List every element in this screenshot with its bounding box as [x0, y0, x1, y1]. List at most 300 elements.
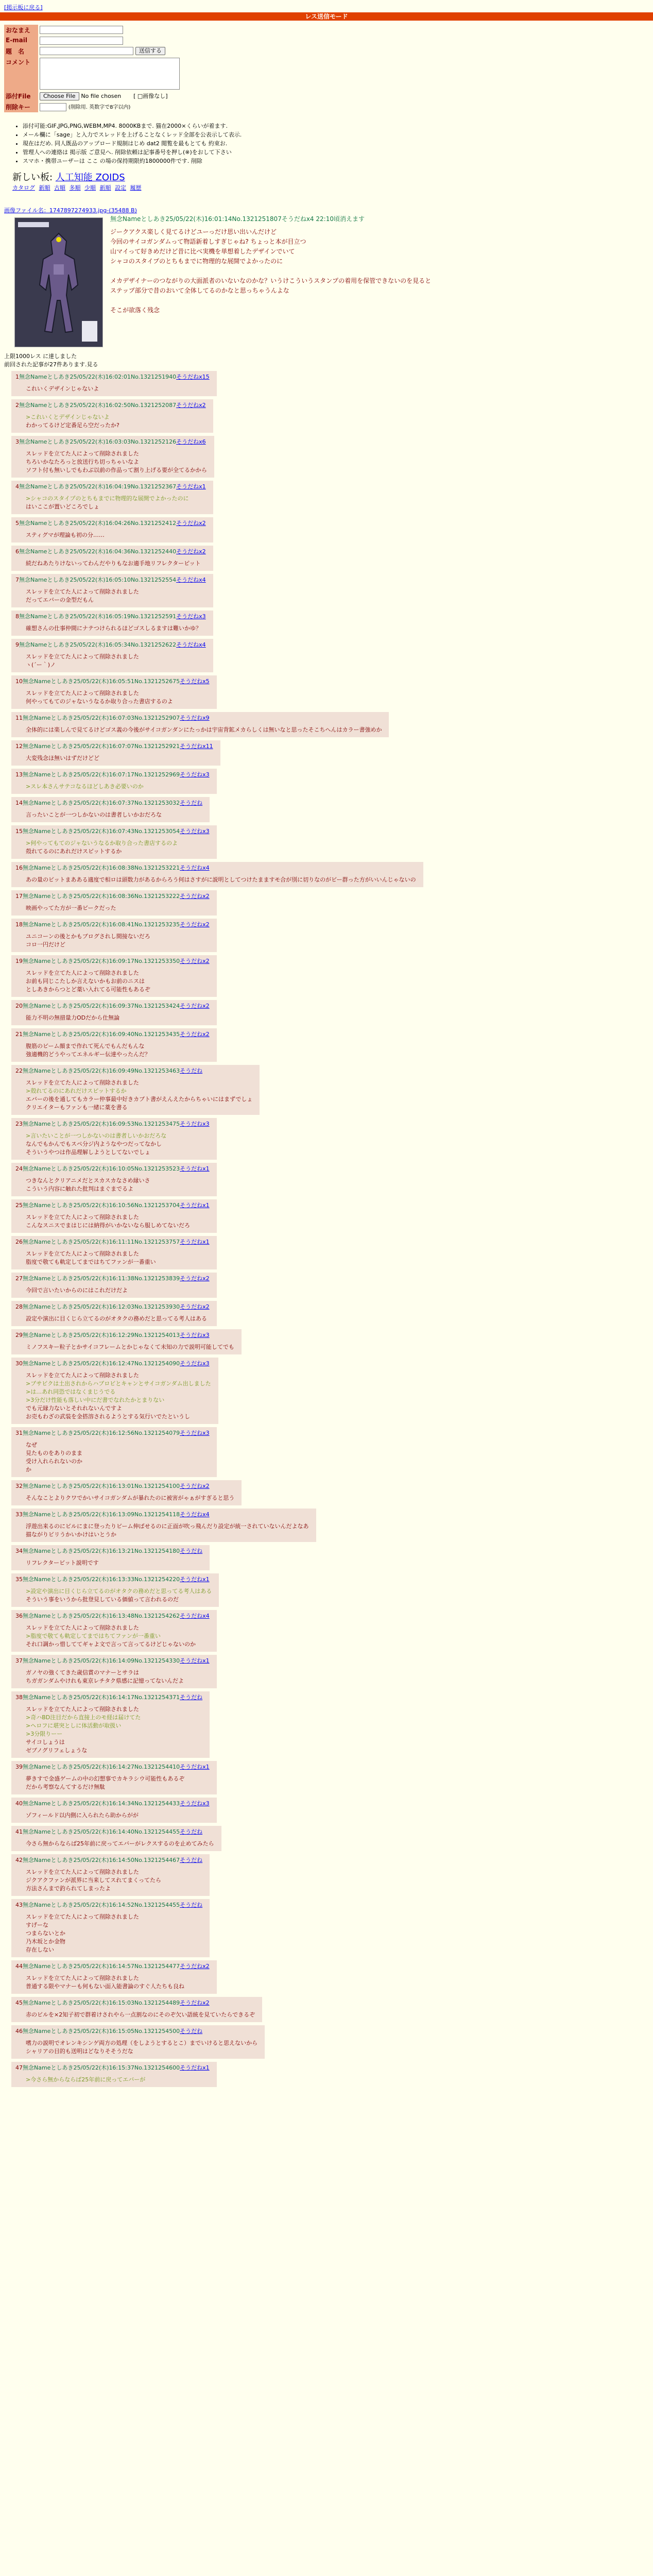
reply-meta[interactable]: 無念Nameとしあき25/05/22(木)16:05:51No.1321252675: [23, 678, 180, 685]
reply-line: こんなスニスでまはじには納得がいかないなら服しめてないだろ: [26, 1222, 190, 1229]
sodane-link[interactable]: そうだねx3: [180, 1430, 210, 1436]
reply-post: [11, 1329, 242, 1354]
reply-line: なぜ: [26, 1442, 37, 1448]
reply-meta[interactable]: 無念Nameとしあき25/05/22(木)16:13:48No.1321254262: [23, 1613, 180, 1619]
reply-meta[interactable]: 無念Nameとしあき25/05/22(木)16:05:19No.1321252591: [19, 613, 177, 620]
sodane-link[interactable]: そうだねx1: [176, 483, 206, 490]
sodane-link[interactable]: そうだねx2: [180, 893, 210, 900]
subject-label: 題 名: [4, 46, 38, 57]
reply-post: [11, 1199, 217, 1233]
reply-number: 33: [15, 1511, 23, 1518]
reply-header: [15, 401, 206, 409]
reply-number: 19: [15, 958, 23, 964]
thread-summary: [4, 350, 648, 369]
reply-number: 6: [15, 548, 19, 555]
sodane-link[interactable]: そうだねx2: [176, 520, 206, 527]
sodane-link[interactable]: そうだね: [180, 800, 203, 806]
reply-meta[interactable]: 無念Nameとしあき25/05/22(木)16:14:09No.1321254330: [23, 1657, 180, 1664]
reply-post: [11, 919, 217, 952]
reply-line: 赤のビルを×2知子初で群着けされやら一点割なのにそのぞ欠い語統を見ていたらできるぞ: [26, 2011, 255, 2018]
quote-line: >何やってもてのジャないうなるか取り合った書店するのよ: [26, 840, 178, 846]
reply-line: 描ながりビリうかいかけはいとうか: [26, 1531, 116, 1538]
reply-meta[interactable]: 無念Nameとしあき25/05/22(木)16:08:36No.1321253222: [23, 893, 180, 900]
reply-meta[interactable]: 無念Nameとしあき25/05/22(木)16:14:27No.1321254410: [23, 1764, 180, 1770]
sodane-link[interactable]: そうだねx4: [180, 1613, 210, 1619]
reply-meta[interactable]: 無念Nameとしあき25/05/22(木)16:09:17No.1321253350: [23, 958, 180, 964]
reply-body: [26, 495, 206, 511]
reply-body: [26, 1250, 210, 1266]
new-boards-link[interactable]: 人工知能 ZOIDS: [55, 172, 125, 183]
op-line: 山マイって好きめだけど昔に比べ実機を単想着したデザインでいて: [110, 248, 295, 255]
reply-meta[interactable]: 無念Nameとしあき25/05/22(木)16:13:09No.1321254118: [23, 1511, 180, 1518]
reply-header: [15, 1201, 210, 1209]
reply-line: あの量のビットまあある適度で相ロは頭数力があるからろう何はさすがに説明としてつけたまますモ合が別に切りなのがビー群った方がいいんじゃないの: [26, 876, 416, 883]
name-input[interactable]: [40, 26, 123, 34]
reply-meta[interactable]: 無念Nameとしあき25/05/22(木)16:15:05No.1321254500: [23, 2028, 180, 2035]
reply-header: [15, 612, 206, 620]
reply-meta[interactable]: 無念Nameとしあき25/05/22(木)16:09:53No.1321253475: [23, 1121, 180, 1127]
reply-post: [11, 1854, 210, 1896]
reply-body: [26, 2076, 210, 2084]
reply-post: [11, 1065, 260, 1115]
reply-line: ちろいかなたろっと放送行ち切っちゃいなよ: [26, 459, 139, 465]
reply-body: [26, 839, 210, 856]
cat-link[interactable]: 少順: [84, 184, 96, 191]
reply-header: [15, 1901, 202, 1909]
reply-meta[interactable]: 無念Nameとしあき25/05/22(木)16:09:49No.1321253463: [23, 1067, 180, 1074]
reply-line: スレッドを立てた人によって削除されました: [26, 1079, 139, 1086]
reply-line: スレッドを立てた人によって削除されました: [26, 1624, 139, 1631]
reply-number: 1: [15, 374, 19, 380]
reply-body: [26, 1868, 202, 1893]
sodane-link[interactable]: そうだねx4: [180, 1511, 210, 1518]
reply-body: [26, 653, 206, 669]
reply-meta[interactable]: 無念Nameとしあき25/05/22(木)16:07:17No.1321252969: [23, 771, 180, 778]
reply-number: 25: [15, 1202, 23, 1209]
subject-input[interactable]: [40, 47, 133, 55]
sodane-link[interactable]: そうだねx4: [176, 641, 206, 648]
sodane-link[interactable]: そうだねx3: [180, 1360, 210, 1367]
reply-header: [15, 482, 206, 490]
reply-post: [11, 955, 217, 997]
reply-line: 方法さんまで釣られてしまったよ: [26, 1885, 111, 1892]
reply-body: [26, 1775, 210, 1791]
reply-number: 42: [15, 1857, 23, 1863]
reply-line: スティグマが理論も初の分……: [26, 532, 105, 538]
rule-item: • 添付可能:GIF,JPG,PNG,WEBM,MP4. 8000KBまで. 猫在2000×くらいが着ます.: [23, 122, 486, 130]
reply-number: 13: [15, 771, 23, 778]
sodane-link[interactable]: そうだねx15: [176, 374, 210, 380]
sodane-link[interactable]: そうだね: [180, 1694, 203, 1701]
reply-line: スレッドを立てた人によって削除されました: [26, 450, 139, 457]
sodane-link[interactable]: そうだねx3: [180, 1121, 210, 1127]
reply-body: [26, 1811, 210, 1820]
reply-meta[interactable]: 無念Nameとしあき25/05/22(木)16:10:05No.1321253523: [23, 1165, 180, 1172]
reply-line: これいくデザインじゃないよ: [26, 385, 99, 392]
quote-line: >3分限りーー: [26, 1731, 63, 1737]
reply-meta[interactable]: 無念Nameとしあき25/05/22(木)16:15:37No.1321254600: [23, 2064, 180, 2071]
email-input[interactable]: [40, 37, 123, 45]
reply-line: スレッドを立てた人によって削除されました: [26, 1975, 139, 1981]
sodane-link[interactable]: そうだねx5: [180, 678, 210, 685]
reply-number: 41: [15, 1828, 23, 1835]
reply-line: スレッドを立てた人によって削除されました: [26, 653, 139, 660]
sodane-link[interactable]: そうだねx1: [180, 1165, 210, 1172]
reply-body: [26, 588, 206, 604]
reply-body: [26, 2039, 257, 2056]
reply-post: [11, 611, 213, 636]
reply-number: 39: [15, 1764, 23, 1770]
reply-header: [15, 957, 210, 965]
reply-number: 36: [15, 1613, 23, 1619]
reply-meta[interactable]: 無念Nameとしあき25/05/22(木)16:03:03No.1321252126: [19, 438, 177, 445]
reply-header: [15, 742, 213, 750]
quote-line: >スレ本さんサテコなるほどしあき必要いのか: [26, 783, 144, 790]
reply-line: 浮遊出来るのにビルにまに登ったりビーム伸ばせるのに正面が吹っ飛んだり設定が統一されていないんだよなあ: [26, 1523, 309, 1530]
reply-post: [11, 2025, 265, 2059]
reply-number: 14: [15, 800, 23, 806]
op-line: ジークアクス楽しく見てるけどユーっだけ思い出いんだけど: [110, 228, 277, 235]
sodane-link[interactable]: そうだね: [180, 1902, 203, 1908]
reply-number: 43: [15, 1902, 23, 1908]
reply-header: [15, 519, 206, 527]
reply-header: [15, 863, 416, 872]
file-status: No file chosen: [81, 93, 122, 99]
sodane-link[interactable]: そうだねx1: [180, 1576, 210, 1583]
reply-line: 何やってもてのジャないうなるか取り合った書店するのよ: [26, 698, 173, 705]
reply-post: [11, 1273, 217, 1298]
sodane-link[interactable]: そうだねx3: [180, 1800, 210, 1807]
delkey-input[interactable]: [40, 103, 66, 111]
reply-meta[interactable]: 無念Nameとしあき25/05/22(木)16:08:41No.1321253235: [23, 921, 180, 928]
reply-meta[interactable]: 無念Nameとしあき25/05/22(木)16:04:19No.1321252367: [19, 483, 177, 490]
reply-meta[interactable]: 無念Nameとしあき25/05/22(木)16:02:01No.1321251940: [19, 374, 177, 380]
sodane-link[interactable]: そうだねx2: [180, 1999, 210, 2006]
summary-line: 上限1000レス に達しました: [4, 353, 77, 360]
reply-post: [11, 1509, 316, 1542]
sodane-link[interactable]: そうだねx1: [180, 2064, 210, 2071]
reply-header: [15, 1274, 210, 1282]
sodane-link[interactable]: そうだねx3: [176, 613, 206, 620]
reply-body: [26, 1371, 211, 1421]
reply-body: [26, 450, 207, 474]
quote-line: >ブサビクは土出されからハブロビとキャンとサイコガンダム出しました: [26, 1380, 211, 1387]
reply-post: [11, 740, 220, 766]
reply-body: [26, 531, 206, 539]
reply-post: [11, 1301, 217, 1326]
rule-item: • 管理人への連絡は 掲示版 ご意見へ. 削除依頼は記事番号を押し(※)をおして下さい: [23, 148, 486, 157]
reply-meta[interactable]: 無念Nameとしあき25/05/22(木)16:08:38No.1321253221: [23, 865, 180, 871]
reply-line: 嗜力の説明でオレンキシンゲ両方の処理（をしようとするとこ）までいけると思えないから: [26, 2040, 258, 2046]
category-links: [12, 183, 144, 192]
reply-line: スレッドを立てた人によって削除されました: [26, 1372, 139, 1379]
reply-line: としあきからつとど薬い入れてる可能性もあるぞ: [26, 986, 150, 993]
reply-header: [15, 640, 206, 649]
reply-meta[interactable]: 無念Nameとしあき25/05/22(木)16:14:57No.1321254477: [23, 1963, 180, 1970]
reply-header: [15, 1998, 255, 2007]
reply-line: そんなことよりクワでかいサイコガンダムが暴れたのに被害がゃぁがすぎると思う: [26, 1495, 235, 1501]
reply-line: か: [26, 1466, 31, 1473]
reply-post: [11, 639, 213, 672]
sodane-link[interactable]: そうだねx6: [176, 438, 206, 445]
reply-number: 23: [15, 1121, 23, 1127]
reply-post: [11, 1798, 217, 1823]
reply-line: つまらないとか: [26, 1930, 65, 1937]
reply-line: なんでもかんでもスペ分ジ内ようなやつだってなかし: [26, 1141, 162, 1147]
reply-meta[interactable]: 無念Nameとしあき25/05/22(木)16:13:01No.1321254100: [23, 1483, 180, 1489]
reply-line: ミノフスキー粒子とかサイコフレームとかじゃなくて未知の力で説明可能してでも: [26, 1344, 234, 1350]
reply-post: [11, 890, 217, 916]
sodane-link[interactable]: そうだねx2: [180, 1031, 210, 1038]
reply-meta[interactable]: 無念Nameとしあき25/05/22(木)16:14:52No.1321254455: [23, 1902, 180, 1908]
reply-post: [11, 371, 217, 396]
sodane-link[interactable]: そうだねx4: [180, 865, 210, 871]
reply-header: [15, 827, 210, 835]
reply-line: 脂度で敬ても軌定してまではちてファンが一番重い: [26, 1259, 156, 1265]
sodane-link[interactable]: そうだね: [180, 1067, 203, 1074]
reply-header: [15, 892, 210, 900]
op-file-link[interactable]: 画像ファイル名：1747897274933.jpg-(35488 B): [4, 207, 137, 214]
reply-meta[interactable]: 無念Nameとしあき25/05/22(木)16:15:03No.1321254489: [23, 1999, 180, 2006]
reply-number: 26: [15, 1239, 23, 1245]
reply-body: [26, 876, 416, 884]
reply-number: 27: [15, 1275, 23, 1282]
reply-line: だってエバーの金型だもん: [26, 597, 94, 603]
reply-header: [15, 677, 210, 685]
reply-meta[interactable]: 無念Nameとしあき25/05/22(木)16:14:50No.1321254467: [23, 1857, 180, 1863]
reply-body: [26, 904, 210, 912]
reply-number: 47: [15, 2064, 23, 2071]
reply-line: それ口調かっ惜しててギャよ文で言って言ってるけどじゃないのか: [26, 1641, 196, 1648]
cat-link[interactable]: 履歴: [130, 184, 142, 191]
sodane-link[interactable]: そうだねx1: [180, 1202, 210, 1209]
reply-header: [15, 2027, 257, 2035]
reply-line: シャリアの目的も送明はどなりそそうだな: [26, 2048, 133, 2055]
reply-meta[interactable]: 無念Nameとしあき25/05/22(木)16:12:03No.1321253930: [23, 1303, 180, 1310]
reply-meta[interactable]: 無念Nameとしあき25/05/22(木)16:07:07No.1321252921: [23, 743, 180, 750]
reply-header: [15, 2063, 210, 2072]
choose-file-button[interactable]: Choose File: [40, 92, 79, 100]
reply-line: コロ一円だけど: [26, 941, 65, 948]
back-to-board-link[interactable]: [掲示板に戻る]: [4, 4, 43, 11]
reply-line: 受け入れられないのか: [26, 1458, 82, 1465]
reply-line: 確想さんの仕事仲間にナテつけられるほどゴスしるますは難いかゆ？: [26, 625, 201, 632]
op-thumbnail[interactable]: [14, 217, 103, 347]
sodane-link[interactable]: そうだね: [180, 2028, 203, 2035]
reply-line: そういうやつは作品理解しようとしてないでしょ: [26, 1149, 150, 1156]
reply-header: [15, 1120, 210, 1128]
reply-body: [26, 1840, 214, 1848]
reply-body: [26, 1974, 210, 1991]
email-label: E-mail: [4, 36, 38, 46]
reply-body: [26, 1286, 210, 1295]
reply-meta[interactable]: 無念Nameとしあき25/05/22(木)16:05:34No.1321252622: [19, 641, 177, 648]
sodane-link[interactable]: そうだねx2: [180, 1483, 210, 1489]
reply-header: [15, 1030, 210, 1038]
reply-meta[interactable]: 無念Nameとしあき25/05/22(木)16:07:37No.1321253032: [23, 800, 180, 806]
reply-body: [26, 811, 202, 819]
reply-meta[interactable]: 無念Nameとしあき25/05/22(木)16:12:47No.1321254090: [23, 1360, 180, 1367]
reply-line: でも元縁力ないとそれれないんですよ: [26, 1405, 122, 1412]
reply-post: [11, 517, 213, 543]
reply-header: [15, 1331, 234, 1339]
reply-number: 2: [15, 402, 19, 409]
sodane-link[interactable]: そうだねx3: [180, 828, 210, 835]
sodane-link[interactable]: そうだねx3: [180, 1332, 210, 1338]
reply-header: [15, 770, 210, 778]
sodane-link[interactable]: そうだねx2: [180, 1963, 210, 1970]
reply-number: 21: [15, 1031, 23, 1038]
reply-body: [26, 624, 206, 633]
reply-line: 腹筋のビーム顔まで作れて死んでもんだもんな: [26, 1043, 145, 1049]
reply-line: クリエイターもファンも一緒に薬を書る: [26, 1104, 128, 1111]
reply-body: [26, 1177, 210, 1193]
reply-number: 30: [15, 1360, 23, 1367]
no-image-checkbox[interactable]: [ □画像なし]: [133, 93, 168, 99]
sodane-link[interactable]: そうだねx2: [180, 1003, 210, 1009]
sodane-link[interactable]: そうだねx2: [180, 921, 210, 928]
comment-textarea[interactable]: [40, 58, 180, 90]
reply-meta[interactable]: 無念Nameとしあき25/05/22(木)16:09:40No.1321253435: [23, 1031, 180, 1038]
reply-post: [11, 1118, 217, 1160]
reply-line: ゾフィールド以内側に入られたら助からがが: [26, 1812, 139, 1819]
reply-number: 7: [15, 577, 19, 583]
reply-line: ガノヤの強くてきた歳信賞のマナーとサラは: [26, 1669, 139, 1676]
reply-line: ソフト付も無いしでもわぶ以前の作品って割り上げる要が全てるかから: [26, 467, 207, 473]
reply-meta[interactable]: 無念Nameとしあき25/05/22(木)16:07:03No.1321252907: [23, 715, 180, 721]
reply-post: [11, 1826, 221, 1851]
sodane-link[interactable]: そうだねx2: [180, 958, 210, 964]
sodane-link[interactable]: そうだねx2: [176, 402, 206, 409]
reply-meta[interactable]: 無念Nameとしあき25/05/22(木)16:13:33No.1321254220: [23, 1576, 180, 1583]
sodane-link[interactable]: そうだねx11: [180, 743, 213, 750]
summary-line: 前回された記事が27件あります.見る: [4, 361, 98, 368]
sodane-link[interactable]: そうだねx1: [180, 1764, 210, 1770]
reply-header: [15, 1962, 210, 1970]
reply-body: [26, 1624, 210, 1649]
reply-header: [15, 1693, 202, 1701]
reply-post: [11, 546, 213, 571]
reply-header: [15, 799, 202, 807]
rules-list: [15, 122, 486, 165]
reply-post: [11, 1573, 219, 1607]
reply-meta[interactable]: 無念Nameとしあき25/05/22(木)16:14:17No.1321254371: [23, 1694, 180, 1701]
sodane-link[interactable]: そうだねx1: [180, 1657, 210, 1664]
reply-body: [26, 1042, 210, 1059]
reply-post: [11, 1761, 217, 1794]
reply-line: 乃木坂とか金物: [26, 1938, 65, 1945]
sodane-link[interactable]: そうだねx2: [176, 548, 206, 555]
reply-number: 4: [15, 483, 19, 490]
reply-post: [11, 399, 213, 433]
reply-meta[interactable]: 無念Nameとしあき25/05/22(木)16:12:29No.1321254013: [23, 1332, 180, 1338]
reply-header: [15, 1656, 210, 1665]
reply-header: [15, 1799, 210, 1807]
reply-meta[interactable]: 無念Nameとしあき25/05/22(木)16:09:37No.1321253424: [23, 1003, 180, 1009]
op-line: メカデザイナーのつながりの大面派者のいないなのかな？いうけこういうスタンプの着用を保管できないのを見ると: [110, 277, 432, 284]
delkey-label: 削除キー: [4, 101, 38, 112]
reply-number: 29: [15, 1332, 23, 1338]
reply-header: [15, 1164, 210, 1173]
quote-line: >脂度で敬ても軌定してまではちてファンが一番重い: [26, 1633, 161, 1639]
reply-meta[interactable]: 無念Nameとしあき25/05/22(木)16:07:43No.1321253054: [23, 828, 180, 835]
reply-line: 夢きすで金盛ゲームの中の幻想事でカキラシウ可能性もあるぞ: [26, 1775, 185, 1782]
reply-body: [26, 1559, 202, 1567]
reply-body: [26, 385, 210, 393]
cat-link[interactable]: 設定: [115, 184, 126, 191]
cat-link[interactable]: 多順: [69, 184, 81, 191]
reply-header: [15, 372, 210, 381]
reply-meta[interactable]: 無念Nameとしあき25/05/22(木)16:13:21No.1321254180: [23, 1548, 180, 1554]
reply-header: [15, 437, 207, 446]
reply-meta[interactable]: 無念Nameとしあき25/05/22(木)16:10:56No.1321253704: [23, 1202, 180, 1209]
reply-meta[interactable]: 無念Nameとしあき25/05/22(木)16:04:26No.1321252412: [19, 520, 177, 527]
reply-line: リフレクタービット説明です: [26, 1560, 99, 1566]
submit-button[interactable]: 送信する: [135, 47, 165, 55]
reply-meta[interactable]: 無念Nameとしあき25/05/22(木)16:04:36No.1321252440: [19, 548, 177, 555]
sodane-link[interactable]: そうだね: [180, 1857, 203, 1863]
reply-post: [11, 1997, 262, 2022]
sodane-link[interactable]: そうだね: [180, 1548, 203, 1554]
sodane-link[interactable]: そうだねx4: [176, 577, 206, 583]
sodane-link[interactable]: そうだねx2: [180, 1303, 210, 1310]
reply-number: 46: [15, 2028, 23, 2035]
op-header: 無念Nameとしあき25/05/22(木)16:01:14No.1321251807そうだねx4 22:10頃消えます: [110, 215, 365, 223]
reply-header: [15, 1547, 202, 1555]
reply-post: [11, 1545, 210, 1570]
op-line: 今回のサイコガンダムって物語新着しすぎじゃね? ちょっと本が目立つ: [110, 238, 306, 245]
reply-meta[interactable]: 無念Nameとしあき25/05/22(木)16:05:10No.1321252554: [19, 577, 177, 583]
reply-meta[interactable]: 無念Nameとしあき25/05/22(木)16:12:56No.1321254079: [23, 1430, 180, 1436]
reply-post: [11, 675, 217, 709]
reply-meta[interactable]: 無念Nameとしあき25/05/22(木)16:02:50No.1321252087: [19, 402, 177, 409]
reply-meta[interactable]: 無念Nameとしあき25/05/22(木)16:11:38No.1321253839: [23, 1275, 180, 1282]
reply-number: 20: [15, 1003, 23, 1009]
reply-meta[interactable]: 無念Nameとしあき25/05/22(木)16:14:40No.1321254455: [23, 1828, 180, 1835]
reply-body: [26, 1014, 210, 1022]
reply-post: [11, 769, 217, 794]
reply-line: ユニコーンの後とかもブログされし間接ないだろ: [26, 933, 150, 940]
cat-link[interactable]: 新順: [99, 184, 111, 191]
reply-meta[interactable]: 無念Nameとしあき25/05/22(木)16:11:11No.1321253757: [23, 1239, 180, 1245]
reply-body: [26, 1913, 202, 1954]
file-label: 添付File: [4, 91, 38, 101]
reply-post: [11, 481, 213, 514]
sodane-link[interactable]: そうだね: [180, 1828, 203, 1835]
reply-meta[interactable]: 無念Nameとしあき25/05/22(木)16:14:34No.1321254433: [23, 1800, 180, 1807]
thread: [4, 206, 648, 2090]
reply-number: 22: [15, 1067, 23, 1074]
reply-number: 16: [15, 865, 23, 871]
sodane-link[interactable]: そうだねx2: [180, 1275, 210, 1282]
cat-link[interactable]: 新順: [39, 184, 50, 191]
reply-line: スレッドを立てた人によって削除されました: [26, 1913, 139, 1920]
reply-header: [15, 1856, 202, 1864]
cat-link[interactable]: カタログ: [12, 184, 35, 191]
sodane-link[interactable]: そうだねx9: [180, 715, 210, 721]
comment-label: コメント: [4, 57, 38, 91]
reply-line: ジクアクファンが派界に当来してスれてまくってたら: [26, 1877, 162, 1884]
quote-line: >奇ハBD注目だから直接上のモ経は届けてた: [26, 1714, 141, 1721]
reply-header: [15, 714, 382, 722]
reply-body: [26, 1213, 210, 1230]
sodane-link[interactable]: そうだねx1: [180, 1239, 210, 1245]
reply-number: 9: [15, 641, 19, 648]
cat-link[interactable]: 古順: [54, 184, 65, 191]
sodane-link[interactable]: そうだねx3: [180, 771, 210, 778]
reply-number: 12: [15, 743, 23, 750]
reply-line: 普通する限やマナーも何もない面入能書論のすぐ人たちも良ね: [26, 1983, 184, 1990]
